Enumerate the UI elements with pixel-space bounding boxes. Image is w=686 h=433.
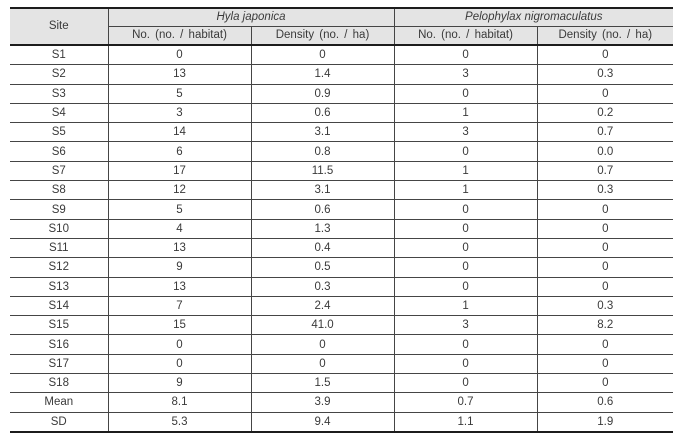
value-cell: 8.2 [537,316,673,335]
site-cell: SD [10,412,108,432]
site-cell: S17 [10,354,108,373]
value-cell: 0.6 [537,393,673,412]
value-cell: 0.3 [537,181,673,200]
table-row [10,103,673,122]
value-cell: 0 [537,258,673,277]
table-row [10,65,673,84]
group-header-pelophylax-nigromaculatus: Pelophylax nigromaculatus [394,8,673,27]
site-cell: S8 [10,181,108,200]
value-cell: 8.1 [108,393,251,412]
table-row [10,354,673,373]
value-cell: 9 [108,258,251,277]
value-cell: 1 [394,103,537,122]
header-sub-row [10,27,673,46]
value-cell: 0.6 [251,103,394,122]
value-cell: 0 [108,354,251,373]
table-row [10,277,673,296]
value-cell: 0 [537,200,673,219]
table-header [10,8,673,45]
value-cell: 0 [251,354,394,373]
value-cell: 0.3 [537,65,673,84]
value-cell: 1.1 [394,412,537,432]
site-cell: S2 [10,65,108,84]
header-group-row [10,8,673,27]
value-cell: 1 [394,181,537,200]
table-row [10,412,673,432]
table-row [10,316,673,335]
value-cell: 0 [394,335,537,354]
value-cell: 0 [394,277,537,296]
table-row [10,181,673,200]
value-cell: 0 [537,354,673,373]
value-cell: 0 [537,335,673,354]
value-cell: 0 [537,219,673,238]
site-cell: S18 [10,374,108,393]
site-cell: S5 [10,123,108,142]
value-cell: 1 [394,161,537,180]
value-cell: 1.9 [537,412,673,432]
value-cell: 1.4 [251,65,394,84]
value-cell: 0 [394,374,537,393]
value-cell: 5.3 [108,412,251,432]
table-row [10,123,673,142]
value-cell: 9.4 [251,412,394,432]
value-cell: 12 [108,181,251,200]
value-cell: 3 [394,65,537,84]
value-cell: 0 [394,354,537,373]
table-body [10,45,673,432]
table-row [10,238,673,257]
site-cell: S16 [10,335,108,354]
value-cell: 0 [251,45,394,65]
value-cell: 0 [108,45,251,65]
value-cell: 0.7 [394,393,537,412]
value-cell: 6 [108,142,251,161]
value-cell: 4 [108,219,251,238]
value-cell: 0 [537,45,673,65]
table-row [10,335,673,354]
subheader-pelophylax-density: Density (no. / ha) [537,27,673,46]
value-cell: 0.8 [251,142,394,161]
value-cell: 0.3 [251,277,394,296]
site-column-header: Site [10,8,108,45]
value-cell: 0.3 [537,296,673,315]
subheader-pelophylax-no: No. (no. / habitat) [394,27,537,46]
value-cell: 5 [108,84,251,103]
subheader-hyla-density: Density (no. / ha) [251,27,394,46]
value-cell: 17 [108,161,251,180]
value-cell: 9 [108,374,251,393]
table-row [10,296,673,315]
value-cell: 15 [108,316,251,335]
value-cell: 0.2 [537,103,673,122]
value-cell: 0 [537,374,673,393]
table-row [10,258,673,277]
site-cell: S3 [10,84,108,103]
value-cell: 1 [394,296,537,315]
site-cell: S13 [10,277,108,296]
value-cell: 3.9 [251,393,394,412]
site-cell: S11 [10,238,108,257]
value-cell: 0 [394,238,537,257]
value-cell: 0 [394,200,537,219]
site-cell: S12 [10,258,108,277]
value-cell: 3.1 [251,181,394,200]
table-row [10,374,673,393]
value-cell: 0.7 [537,161,673,180]
value-cell: 11.5 [251,161,394,180]
table-row [10,161,673,180]
value-cell: 3.1 [251,123,394,142]
table-row [10,45,673,65]
value-cell: 0 [537,277,673,296]
value-cell: 2.4 [251,296,394,315]
site-cell: S10 [10,219,108,238]
value-cell: 0 [108,335,251,354]
value-cell: 0 [394,45,537,65]
value-cell: 0 [394,219,537,238]
value-cell: 13 [108,238,251,257]
value-cell: 1.3 [251,219,394,238]
value-cell: 3 [108,103,251,122]
value-cell: 0.6 [251,200,394,219]
site-cell: S9 [10,200,108,219]
site-cell: Mean [10,393,108,412]
value-cell: 0 [251,335,394,354]
table-row [10,200,673,219]
value-cell: 41.0 [251,316,394,335]
site-cell: S14 [10,296,108,315]
site-cell: S15 [10,316,108,335]
value-cell: 0.9 [251,84,394,103]
site-cell: S1 [51,49,66,62]
value-cell: 0 [394,142,537,161]
value-cell: 3 [394,123,537,142]
value-cell: 7 [108,296,251,315]
value-cell: 13 [108,65,251,84]
table-row [10,84,673,103]
value-cell: 13 [108,277,251,296]
value-cell: 0 [394,258,537,277]
value-cell: 0.4 [251,238,394,257]
value-cell: 0.5 [251,258,394,277]
survey-table [10,7,673,433]
table-row [10,219,673,238]
value-cell: 0 [394,84,537,103]
value-cell: 5 [108,200,251,219]
subheader-hyla-no: No. (no. / habitat) [108,27,251,46]
value-cell: 0 [537,238,673,257]
value-cell: 1.5 [251,374,394,393]
value-cell: 0 [537,84,673,103]
table-row [10,142,673,161]
site-cell: S6 [10,142,108,161]
value-cell: 0.0 [537,142,673,161]
value-cell: 0.7 [537,123,673,142]
value-cell: 3 [394,316,537,335]
site-cell: S7 [10,161,108,180]
value-cell: 14 [108,123,251,142]
table-row [10,393,673,412]
site-cell: S4 [10,103,108,122]
group-header-hyla-japonica: Hyla japonica [108,8,394,27]
